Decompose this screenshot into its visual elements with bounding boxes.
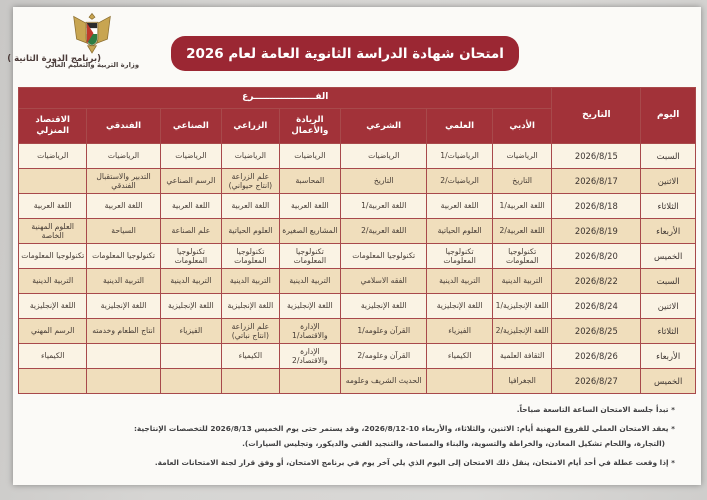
subject-cell: التربية الدينية: [279, 269, 341, 294]
subject-cell: تكنولوجيا المعلومات: [341, 244, 427, 269]
branch-column-header: الصناعي: [160, 109, 222, 144]
subject-cell: القرآن وعلومه/2: [341, 344, 427, 369]
day-column-header: اليوم: [641, 88, 696, 144]
date-cell: 2026/8/17: [552, 169, 641, 194]
subject-cell: التربية الدينية: [19, 269, 87, 294]
date-cell: 2026/8/25: [552, 319, 641, 344]
subject-cell: تكنولوجيا المعلومات: [427, 244, 493, 269]
exam-schedule-table: [18, 87, 696, 394]
day-cell: الثلاثاء: [641, 319, 696, 344]
table-row: [19, 169, 696, 194]
subject-cell: الرياضيات: [492, 144, 551, 169]
ministry-name: وزارة التربية والتعليم العالي: [44, 61, 140, 69]
subject-cell: [160, 369, 222, 394]
date-cell: 2026/8/27: [552, 369, 641, 394]
subject-cell: الرسم المهني: [19, 319, 87, 344]
date-cell: 2026/8/19: [552, 219, 641, 244]
subject-cell: التاريخ: [341, 169, 427, 194]
date-cell: 2026/8/24: [552, 294, 641, 319]
date-cell: 2026/8/22: [552, 269, 641, 294]
subject-cell: اللغة العربية: [160, 194, 222, 219]
subject-cell: اللغة العربية/1: [492, 194, 551, 219]
subject-cell: [87, 369, 160, 394]
subject-cell: اللغة العربية/2: [492, 219, 551, 244]
subject-cell: [222, 369, 279, 394]
subject-cell: العلوم الحياتية: [427, 219, 493, 244]
subject-cell: اللغة العربية: [87, 194, 160, 219]
subject-cell: اللغة العربية: [279, 194, 341, 219]
branch-column-header: العلمي: [427, 109, 493, 144]
subject-cell: تكنولوجيا المعلومات: [87, 244, 160, 269]
table-row: [19, 294, 696, 319]
subject-cell: تكنولوجيا المعلومات: [160, 244, 222, 269]
table-row: [19, 219, 696, 244]
branch-column-header: الشرعي: [341, 109, 427, 144]
day-cell: الأربعاء: [641, 344, 696, 369]
subject-cell: اللغة الإنجليزية: [160, 294, 222, 319]
subject-cell: التاريخ: [492, 169, 551, 194]
subject-cell: تكنولوجيا المعلومات: [279, 244, 341, 269]
note-line: * تبدأ جلسة الامتحان الساعة التاسعة صباحاً.: [516, 405, 675, 414]
subject-cell: اللغة العربية: [222, 194, 279, 219]
subject-cell: [87, 344, 160, 369]
branch-column-header: الفندقي: [87, 109, 160, 144]
subject-cell: التدبير والاستقبال الفندقي: [87, 169, 160, 194]
day-cell: الاثنين: [641, 169, 696, 194]
table-row: [19, 194, 696, 219]
footnotes: [39, 404, 675, 468]
subject-cell: [19, 369, 87, 394]
subject-cell: تكنولوجيا المعلومات: [222, 244, 279, 269]
day-cell: الاثنين: [641, 294, 696, 319]
subject-cell: الرياضيات: [279, 144, 341, 169]
date-cell: 2026/8/20: [552, 244, 641, 269]
title-banner: [171, 36, 519, 71]
subject-cell: الكيمياء: [222, 344, 279, 369]
day-cell: الثلاثاء: [641, 194, 696, 219]
eagle-emblem-icon: [70, 12, 114, 56]
table-row: [19, 369, 696, 394]
subject-cell: التربية الدينية: [160, 269, 222, 294]
subject-cell: الرياضيات: [19, 144, 87, 169]
table-row: [19, 319, 696, 344]
subject-cell: اللغة الإنجليزية: [341, 294, 427, 319]
subject-cell: الرياضيات: [160, 144, 222, 169]
subject-cell: العلوم المهنية الخاصة: [19, 219, 87, 244]
table-row: [19, 344, 696, 369]
subject-cell: اللغة الإنجليزية/1: [492, 294, 551, 319]
subject-cell: الكيمياء: [19, 344, 87, 369]
subject-cell: [427, 369, 493, 394]
subject-cell: اللغة العربية/1: [341, 194, 427, 219]
table-row: [19, 144, 696, 169]
page-title: امتحان شهادة الدراسة الثانوية العامة لعام 2026: [186, 45, 504, 62]
subject-cell: علم الزراعة (انتاج حيواني): [222, 169, 279, 194]
note-line: (التجارة، واللحام تشكيل المعادن، والخراطة والتسوية، والبناء والمساحة، والتنجيد الفني والديكور، وتجليس السيارات).: [242, 439, 665, 449]
subject-cell: اللغة الإنجليزية: [427, 294, 493, 319]
subject-cell: الجغرافيا: [492, 369, 551, 394]
session-label: (برنامج الدورة الثانية ): [7, 54, 101, 64]
subject-cell: التربية الدينية: [427, 269, 493, 294]
subject-cell: اللغة الإنجليزية/2: [492, 319, 551, 344]
note-line: * إذا وقعت عطلة في أحد أيام الامتحان، ينقل ذلك الامتحان إلى اليوم الذي يلي آخر يوم في برنامج الامتحان، أو وفق قرار لجنة الامتحانات العامة.: [154, 458, 675, 468]
date-cell: 2026/8/26: [552, 344, 641, 369]
subject-cell: اللغة الإنجليزية: [87, 294, 160, 319]
subject-cell: الرياضيات/1: [427, 144, 493, 169]
subject-cell: علم الزراعة (انتاج نباتي): [222, 319, 279, 344]
subject-cell: [19, 169, 87, 194]
day-cell: الخميس: [641, 369, 696, 394]
branch-column-header: الاقتصاد المنزلي: [19, 109, 87, 144]
subject-cell: العلوم الحياتية: [222, 219, 279, 244]
subject-cell: اللغة العربية: [19, 194, 87, 219]
table-row: [19, 244, 696, 269]
subject-cell: الإدارة والاقتصاد/2: [279, 344, 341, 369]
date-column-header: التاريخ: [552, 88, 641, 144]
subject-cell: [160, 344, 222, 369]
subject-cell: الحديث الشريف وعلومه: [341, 369, 427, 394]
subject-cell: التربية الدينية: [222, 269, 279, 294]
subject-cell: الرسم الصناعي: [160, 169, 222, 194]
day-cell: الأربعاء: [641, 219, 696, 244]
subject-cell: التربية الدينية: [492, 269, 551, 294]
branch-group-header: الفــــــــــــــــــــرع: [19, 88, 552, 109]
branch-column-header: الأدبي: [492, 109, 551, 144]
subject-cell: الإدارة والاقتصاد/1: [279, 319, 341, 344]
subject-cell: علم الصناعة: [160, 219, 222, 244]
note-line: * يعقد الامتحان العملي للفروع المهنية أيام: الاثنين، والثلاثاء، والأربعاء 10-2026/8/12، وقد يستمر حتى يوم الخميس 2026/8/13 للتخصصات الإنتاجية:: [133, 424, 675, 434]
subject-cell: اللغة العربية: [427, 194, 493, 219]
subject-cell: تكنولوجيا المعلومات: [19, 244, 87, 269]
subject-cell: الثقافة العلمية: [492, 344, 551, 369]
subject-cell: المحاسبة: [279, 169, 341, 194]
subject-cell: الرياضيات: [87, 144, 160, 169]
subject-cell: [279, 369, 341, 394]
subject-cell: التربية الدينية: [87, 269, 160, 294]
date-cell: 2026/8/18: [552, 194, 641, 219]
subject-cell: الرياضيات/2: [427, 169, 493, 194]
subject-cell: الرياضيات: [222, 144, 279, 169]
subject-cell: الفيزياء: [427, 319, 493, 344]
table-row: [19, 269, 696, 294]
branch-column-header: الزراعي: [222, 109, 279, 144]
day-cell: السبت: [641, 269, 696, 294]
subject-cell: تكنولوجيا المعلومات: [492, 244, 551, 269]
subject-cell: الفيزياء: [160, 319, 222, 344]
subject-cell: انتاج الطعام وخدمته: [87, 319, 160, 344]
subject-cell: المشاريع الصغيرة: [279, 219, 341, 244]
subject-cell: اللغة الإنجليزية: [279, 294, 341, 319]
subject-cell: القرآن وعلومه/1: [341, 319, 427, 344]
subject-cell: الكيمياء: [427, 344, 493, 369]
subject-cell: اللغة العربية/2: [341, 219, 427, 244]
date-cell: 2026/8/15: [552, 144, 641, 169]
subject-cell: الرياضيات: [341, 144, 427, 169]
subject-cell: اللغة الإنجليزية: [222, 294, 279, 319]
subject-cell: اللغة الإنجليزية: [19, 294, 87, 319]
day-cell: السبت: [641, 144, 696, 169]
document-header: [7, 7, 701, 87]
branch-column-header: الريادة والأعمال: [279, 109, 341, 144]
subject-cell: الفقه الاسلامي: [341, 269, 427, 294]
document-paper: [7, 7, 701, 485]
day-cell: الخميس: [641, 244, 696, 269]
subject-cell: السياحة: [87, 219, 160, 244]
